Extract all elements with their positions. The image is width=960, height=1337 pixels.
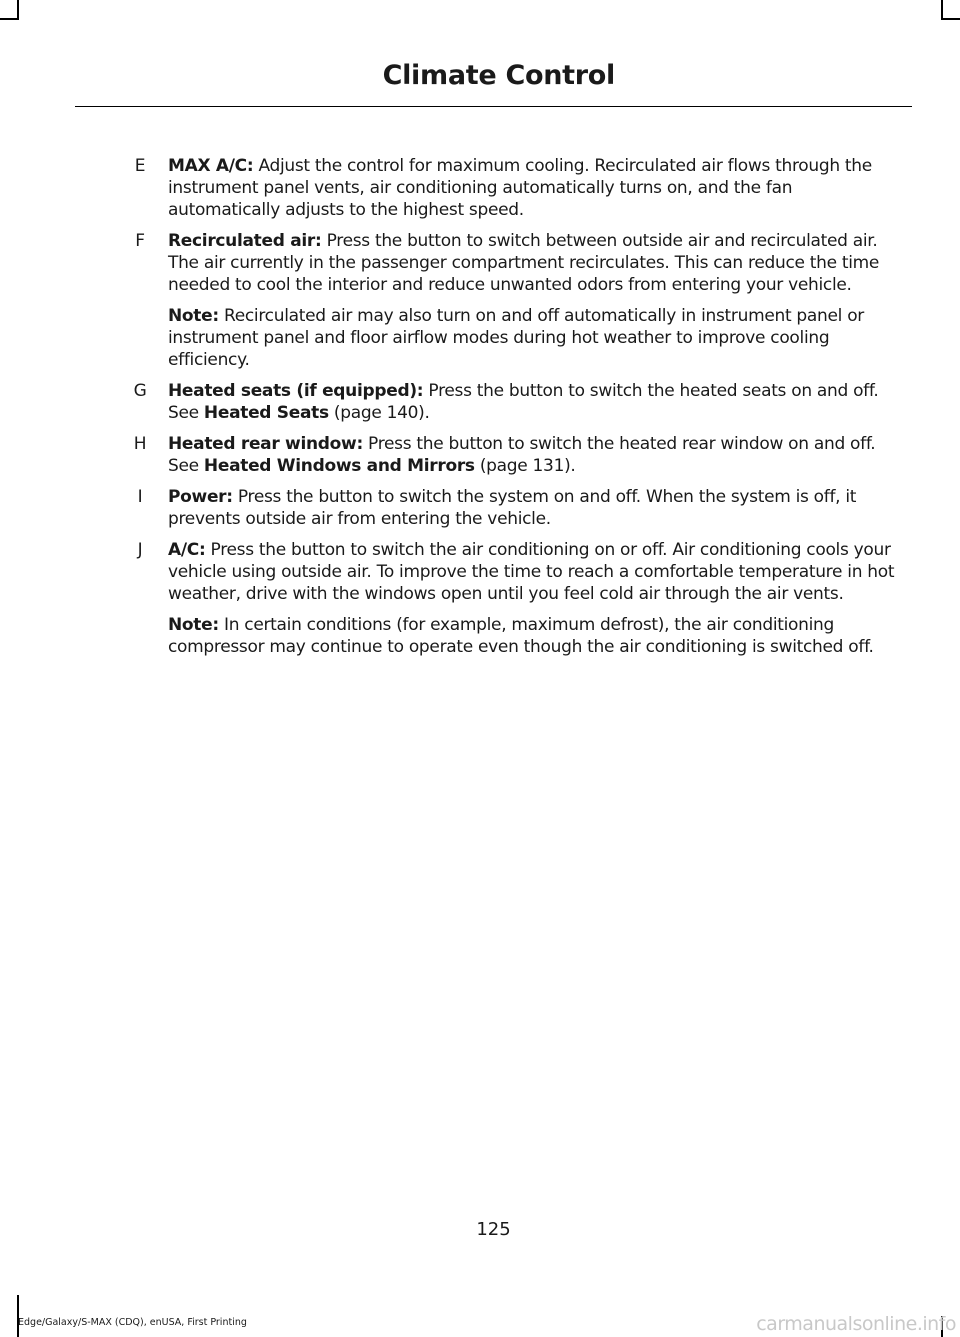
- crop-mark-top-left-h: [0, 18, 19, 20]
- header-rule: [75, 106, 912, 107]
- item-text: Press the button to switch the system on and off. When the system is off, it prevents outside air from entering the vehicle.: [168, 487, 857, 529]
- item-label: Recirculated air:: [168, 231, 322, 251]
- note-label: Note:: [168, 615, 219, 635]
- crop-mark-top-right-v: [941, 0, 943, 20]
- item-key: E: [134, 156, 146, 176]
- legend-item: [112, 486, 902, 530]
- item-key: F: [135, 231, 145, 251]
- legend-item: [112, 539, 902, 605]
- item-text: Press the button to switch the heated rear window on and off. See: [168, 434, 876, 476]
- page-number: 125: [476, 1219, 511, 1240]
- note: [168, 614, 902, 658]
- item-description: [168, 230, 902, 296]
- page-title: Climate Control: [382, 60, 615, 91]
- item-text: Press the button to switch the air conditioning on or off. Air conditioning cools your vehicle using outside air. To improve the time to reach a comfortable temperature in hot weather, drive with the windows open until you feel cold air through the air vents.: [168, 540, 895, 604]
- item-label: A/C:: [168, 540, 206, 560]
- item-text: Adjust the control for maximum cooling. Recirculated air flows through the instrument panel vents, air conditioning automatically turns on, and the fan automatically adjusts to the highest speed.: [168, 156, 872, 220]
- item-description: [168, 539, 902, 605]
- item-key: I: [137, 487, 143, 507]
- item-key: H: [133, 434, 147, 454]
- cross-reference-link[interactable]: Heated Seats: [203, 403, 329, 423]
- note-label: Note:: [168, 306, 219, 326]
- item-label: Heated rear window:: [168, 434, 363, 454]
- note-text: In certain conditions (for example, maximum defrost), the air conditioning compressor may continue to operate even though the air conditioning is switched off.: [168, 615, 874, 657]
- legend-item: [112, 380, 902, 424]
- item-description: [168, 155, 902, 221]
- crop-mark-bottom-left-v: [17, 1295, 19, 1337]
- legend-item: [112, 230, 902, 296]
- content: [112, 155, 902, 667]
- item-label: Heated seats (if equipped):: [168, 381, 424, 401]
- legend-item: [112, 433, 902, 477]
- item-text: Press the button to switch between outside air and recirculated air. The air currently in the passenger compartment recirculates. This can reduce the time needed to cool the interior and reduce unwanted odors from entering your vehicle.: [168, 231, 880, 295]
- item-description: [168, 486, 902, 530]
- legend-item: [112, 155, 902, 221]
- crop-mark-top-right-h: [941, 18, 960, 20]
- page-reference: (page 131).: [474, 456, 576, 476]
- cross-reference-link[interactable]: Heated Windows and Mirrors: [203, 456, 475, 476]
- note: [168, 305, 902, 371]
- item-key: G: [133, 381, 147, 401]
- crop-mark-top-left-v: [17, 0, 19, 20]
- item-text: Press the button to switch the heated seats on and off. See: [168, 381, 879, 423]
- item-description: [168, 380, 902, 424]
- item-description: [168, 433, 902, 477]
- watermark: carmanualsonline.info: [756, 1313, 956, 1335]
- page-reference: (page 140).: [328, 403, 430, 423]
- item-label: Power:: [168, 487, 233, 507]
- item-key: J: [137, 540, 143, 560]
- item-label: MAX A/C:: [168, 156, 254, 176]
- edition-footer: Edge/Galaxy/S-MAX (CDQ), enUSA, First Printing: [18, 1317, 247, 1328]
- note-text: Recirculated air may also turn on and off automatically in instrument panel or instrument panel and floor airflow modes during hot weather to improve cooling efficiency.: [168, 306, 864, 370]
